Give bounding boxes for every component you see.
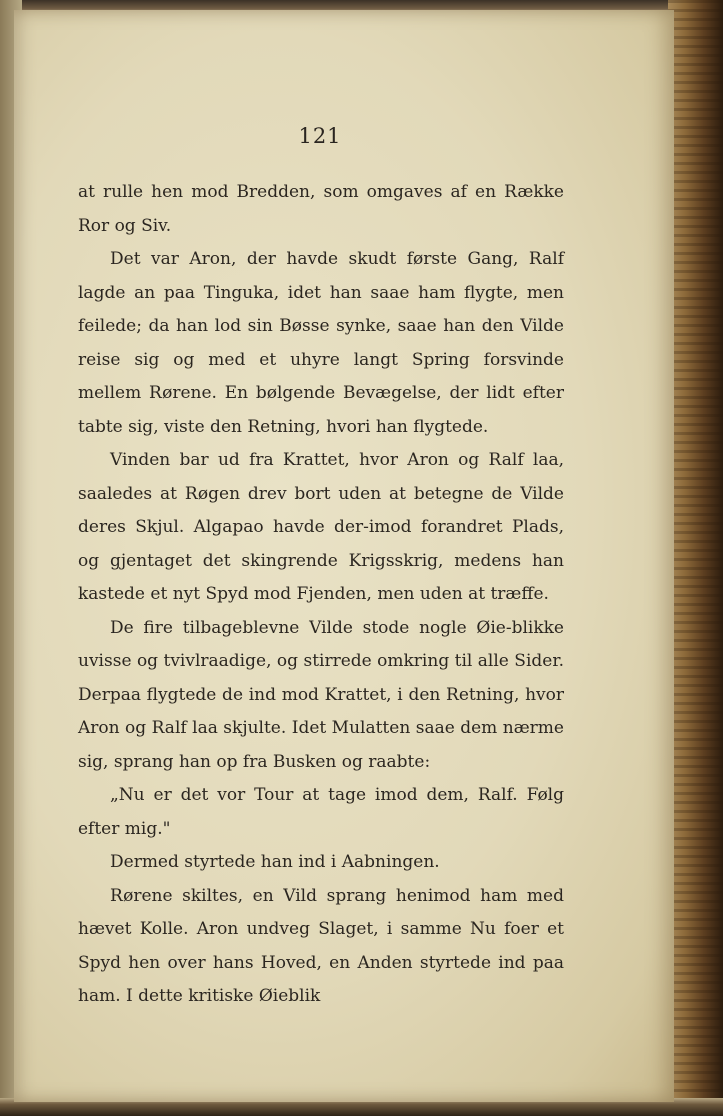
paper-page: [14, 10, 674, 1102]
paragraph-2: Det var Aron, der havde skudt første Gang, Ralf lagde an paa Tinguka, idet han saae ham flygte, men feilede; da han lod sin Bøsse synke, saae han den Vilde reise sig og med et uhyre langt Spring forsvinde mellem Rørene. En bølgende Bevægelse, der lidt efter tabte sig, viste den Retning, hvori han flygtede.: [78, 249, 564, 437]
paragraph-3: Vinden bar ud fra Krattet, hvor Aron og Ralf laa, saaledes at Røgen drev bort uden at betegne de Vilde deres Skjul. Algapao havde der-imod forandret Plads, og gjentaget det skingrende Krigsskrig, medens han kastede et nyt Spyd mod Fjenden, men uden at træffe.: [78, 450, 564, 604]
paragraph-5-dialogue: „Nu er det vor Tour at tage imod dem, Ralf. Følg efter mig.": [78, 785, 564, 839]
book-fore-edge: [668, 0, 723, 1116]
paragraph-4: De fire tilbageblevne Vilde stode nogle Øie-blikke uvisse og tvivlraadige, og stirrede omkring til alle Sider. Derpaa flygtede de ind mod Krattet, i den Retning, hvor Aron og Ralf laa skjulte. Idet Mulatten saae dem nærme sig, sprang han op fra Busken og raabte:: [78, 617, 564, 772]
paragraph-7: Rørene skiltes, en Vild sprang henimod ham med hævet Kolle. Aron undveg Slaget, i samme Nu foer et Spyd hen over hans Hoved, en Anden styrtede ind paa ham. I dette kritiske Øieblik: [78, 885, 564, 1006]
page-number: 121: [298, 124, 342, 148]
paragraph-1: at rulle hen mod Bredden, som omgaves af en Række Ror og Siv.: [78, 182, 564, 236]
paragraph-6: Dermed styrtede han ind i Aabningen.: [110, 852, 440, 872]
body-text: [78, 176, 564, 1014]
